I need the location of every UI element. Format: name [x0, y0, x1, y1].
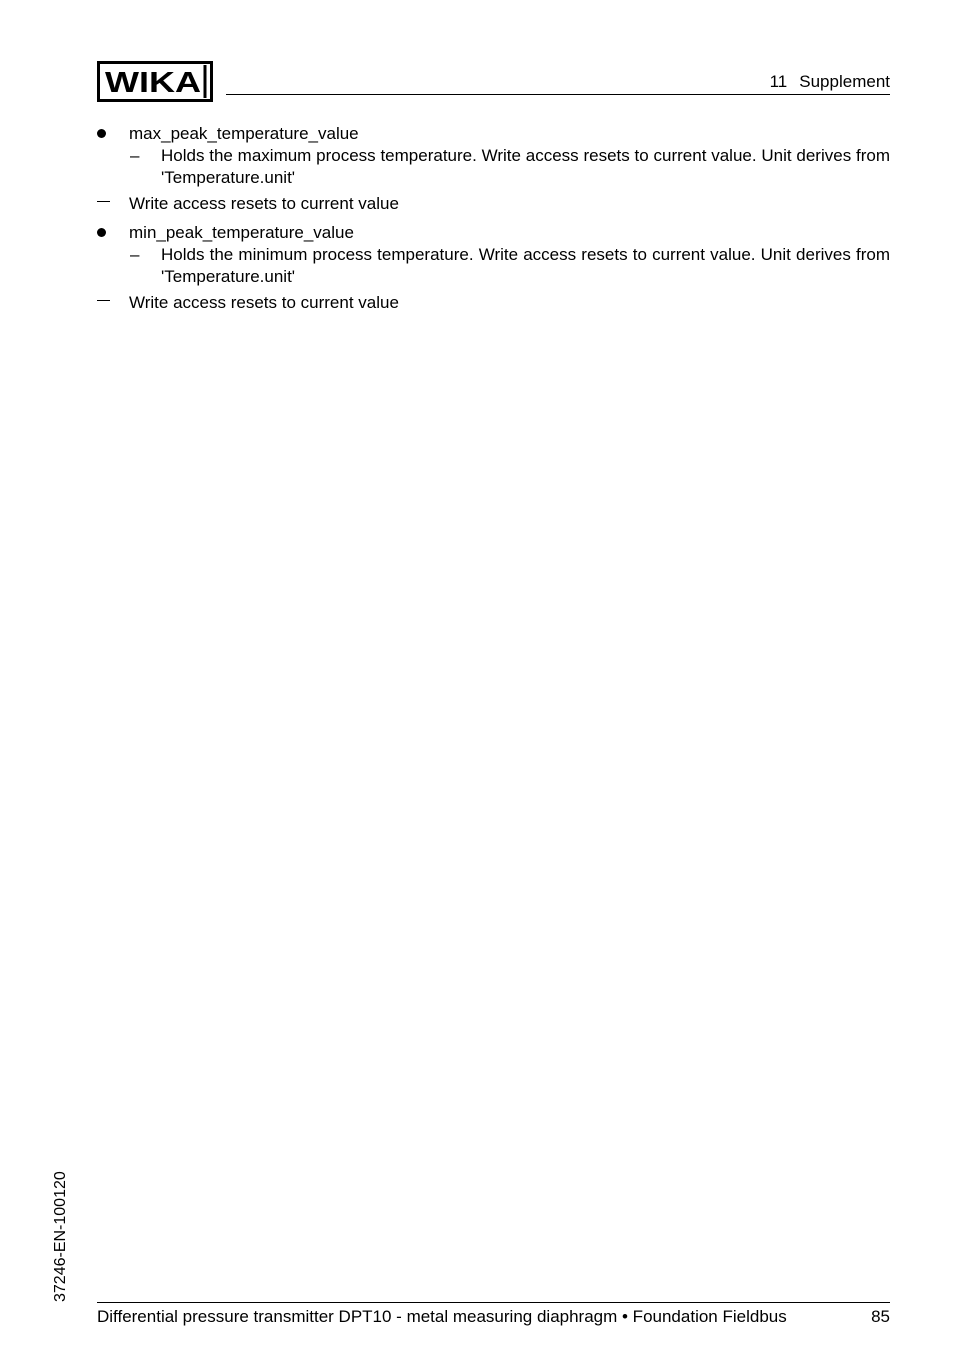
long-dash-icon — [97, 300, 110, 301]
svg-text:WIKA: WIKA — [105, 67, 202, 99]
parameter-name: min_peak_temperature_value — [129, 223, 354, 242]
parameter-description: Holds the maximum process temperature. Write access resets to current value. Unit derives from 'Temperature.unit' — [161, 146, 890, 187]
chapter-title: Supplement — [799, 72, 890, 91]
chapter-heading — [770, 72, 890, 92]
parameter-name: max_peak_temperature_value — [129, 124, 359, 143]
parameter-note: Write access resets to current value — [129, 194, 399, 213]
footer-rule — [97, 1302, 890, 1303]
header-rule — [226, 94, 890, 95]
parameter-description: Holds the minimum process temperature. Write access resets to current value. Unit derives from 'Temperature.unit' — [161, 245, 890, 286]
parameter-note: Write access resets to current value — [129, 293, 399, 312]
footer-title: Differential pressure transmitter DPT10 - metal measuring diaphragm • Foundation Fieldbus — [97, 1307, 787, 1326]
bullet-icon — [97, 228, 106, 237]
dash-icon: – — [130, 245, 140, 264]
chapter-number: 11 — [769, 72, 788, 91]
wika-logo — [97, 61, 213, 102]
long-dash-icon — [97, 201, 110, 202]
bullet-icon — [97, 129, 106, 138]
document-code: 37246-EN-100120 — [52, 1171, 69, 1302]
page-number: 85 — [871, 1307, 890, 1326]
dash-icon: – — [130, 146, 140, 165]
